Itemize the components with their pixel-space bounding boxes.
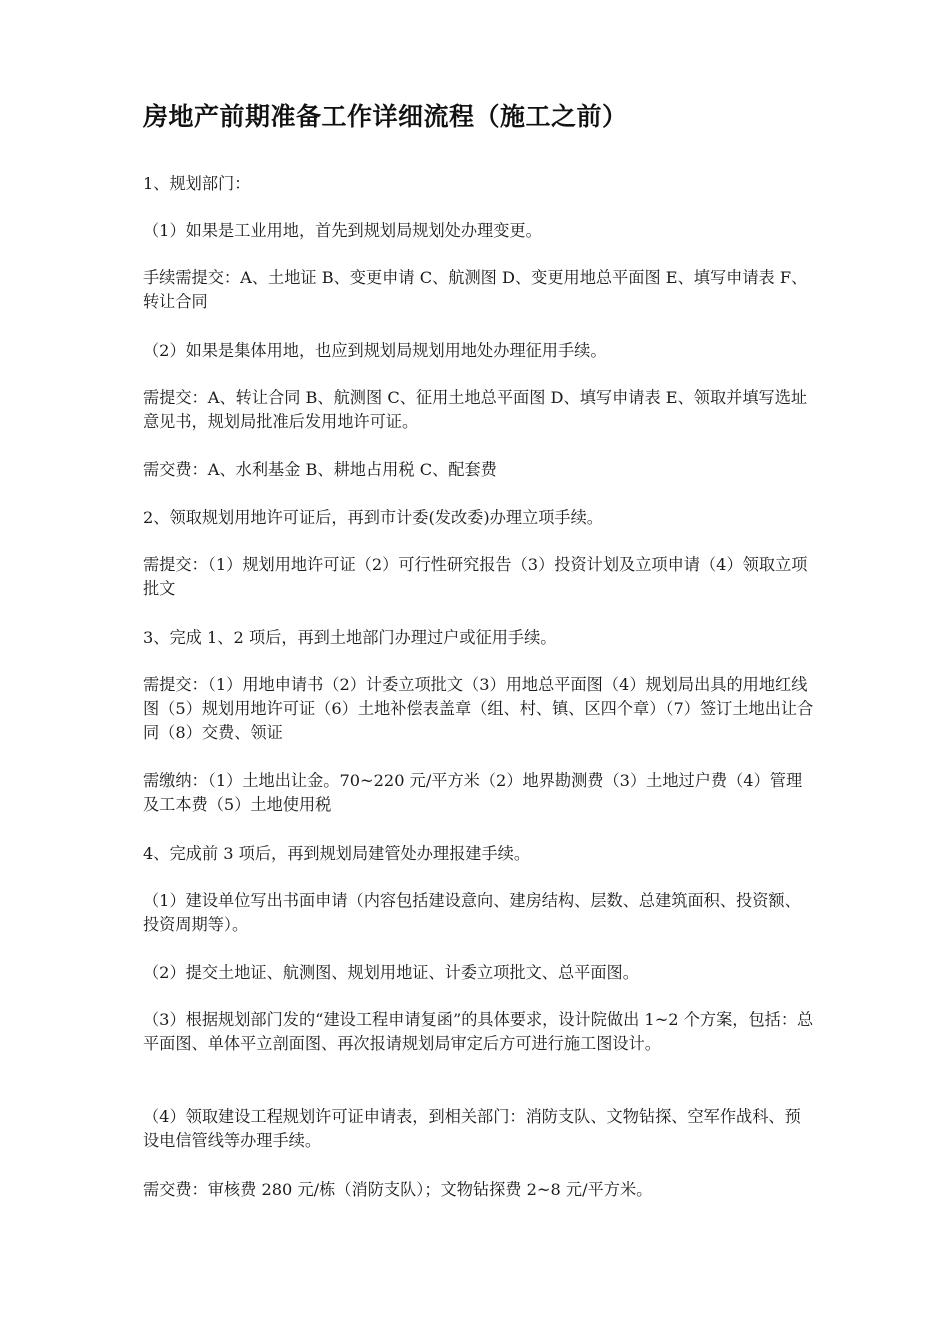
paragraph-permit-fees: 需交费：审核费 280 元/栋（消防支队）；文物钻探费 2~8 元/平方米。 — [143, 1180, 653, 1199]
paragraph-collective-submit: 需提交：A、转让合同 B、航测图 C、征用土地总平面图 D、填写申请表 E、领取并填写选址意见书，规划局批准后发用地许可证。 — [143, 388, 808, 431]
paragraph-land-submit: 需提交：（1）用地申请书（2）计委立项批文（3）用地总平面图（4）规划局出具的用地红线图（5）规划用地许可证（6）土地补偿表盖章（组、村、镇、区四个章）（7）签订土地出让合同（8）交费、领证 — [143, 675, 814, 742]
paragraph-construction-filing: 4、完成前 3 项后，再到规划局建管处办理报建手续。 — [143, 844, 531, 863]
paragraph-collective-fees: 需交费：A、水利基金 B、耕地占用税 C、配套费 — [143, 460, 497, 479]
document-title: 房地产前期准备工作详细流程（施工之前） — [143, 102, 628, 131]
paragraph-project-approval: 2、领取规划用地许可证后，再到市计委(发改委)办理立项手续。 — [143, 508, 603, 527]
paragraph-approval-submit: 需提交：（1）规划用地许可证（2）可行性研究报告（3）投资计划及立项申请（4）领取立项批文 — [143, 555, 808, 598]
paragraph-permit-form: （4）领取建设工程规划许可证申请表，到相关部门：消防支队、文物钻探、空军作战科、预设电信管线等办理手续。 — [143, 1107, 801, 1150]
paragraph-collective-land: （2）如果是集体用地，也应到规划局规划用地处办理征用手续。 — [143, 341, 607, 360]
paragraph-industrial-land: （1）如果是工业用地，首先到规划局规划处办理变更。 — [143, 221, 542, 240]
paragraph-land-transfer: 3、完成 1、2 项后，再到土地部门办理过户或征用手续。 — [143, 628, 557, 647]
paragraph-submit-documents: （2）提交土地证、航测图、规划用地证、计委立项批文、总平面图。 — [143, 963, 639, 982]
paragraph-written-application: （1）建设单位写出书面申请（内容包括建设意向、建房结构、层数、总建筑面积、投资额、投资周期等）。 — [143, 891, 801, 934]
paragraph-planning-dept: 1、规划部门： — [143, 174, 251, 193]
paragraph-design-plans: （3）根据规划部门发的“建设工程申请复函”的具体要求，设计院做出 1~2 个方案，包括：总平面图、单体平立剖面图、再次报请规划局审定后方可进行施工图设计。 — [143, 1010, 814, 1053]
paragraph-procedures-submit: 手续需提交：A、土地证 B、变更申请 C、航测图 D、变更用地总平面图 E、填写申请表 F、转让合同 — [143, 268, 808, 311]
paragraph-land-fees: 需缴纳：（1）土地出让金。70~220 元/平方米（2）地界勘测费（3）土地过户费（4）管理及工本费（5）土地使用税 — [143, 771, 803, 814]
